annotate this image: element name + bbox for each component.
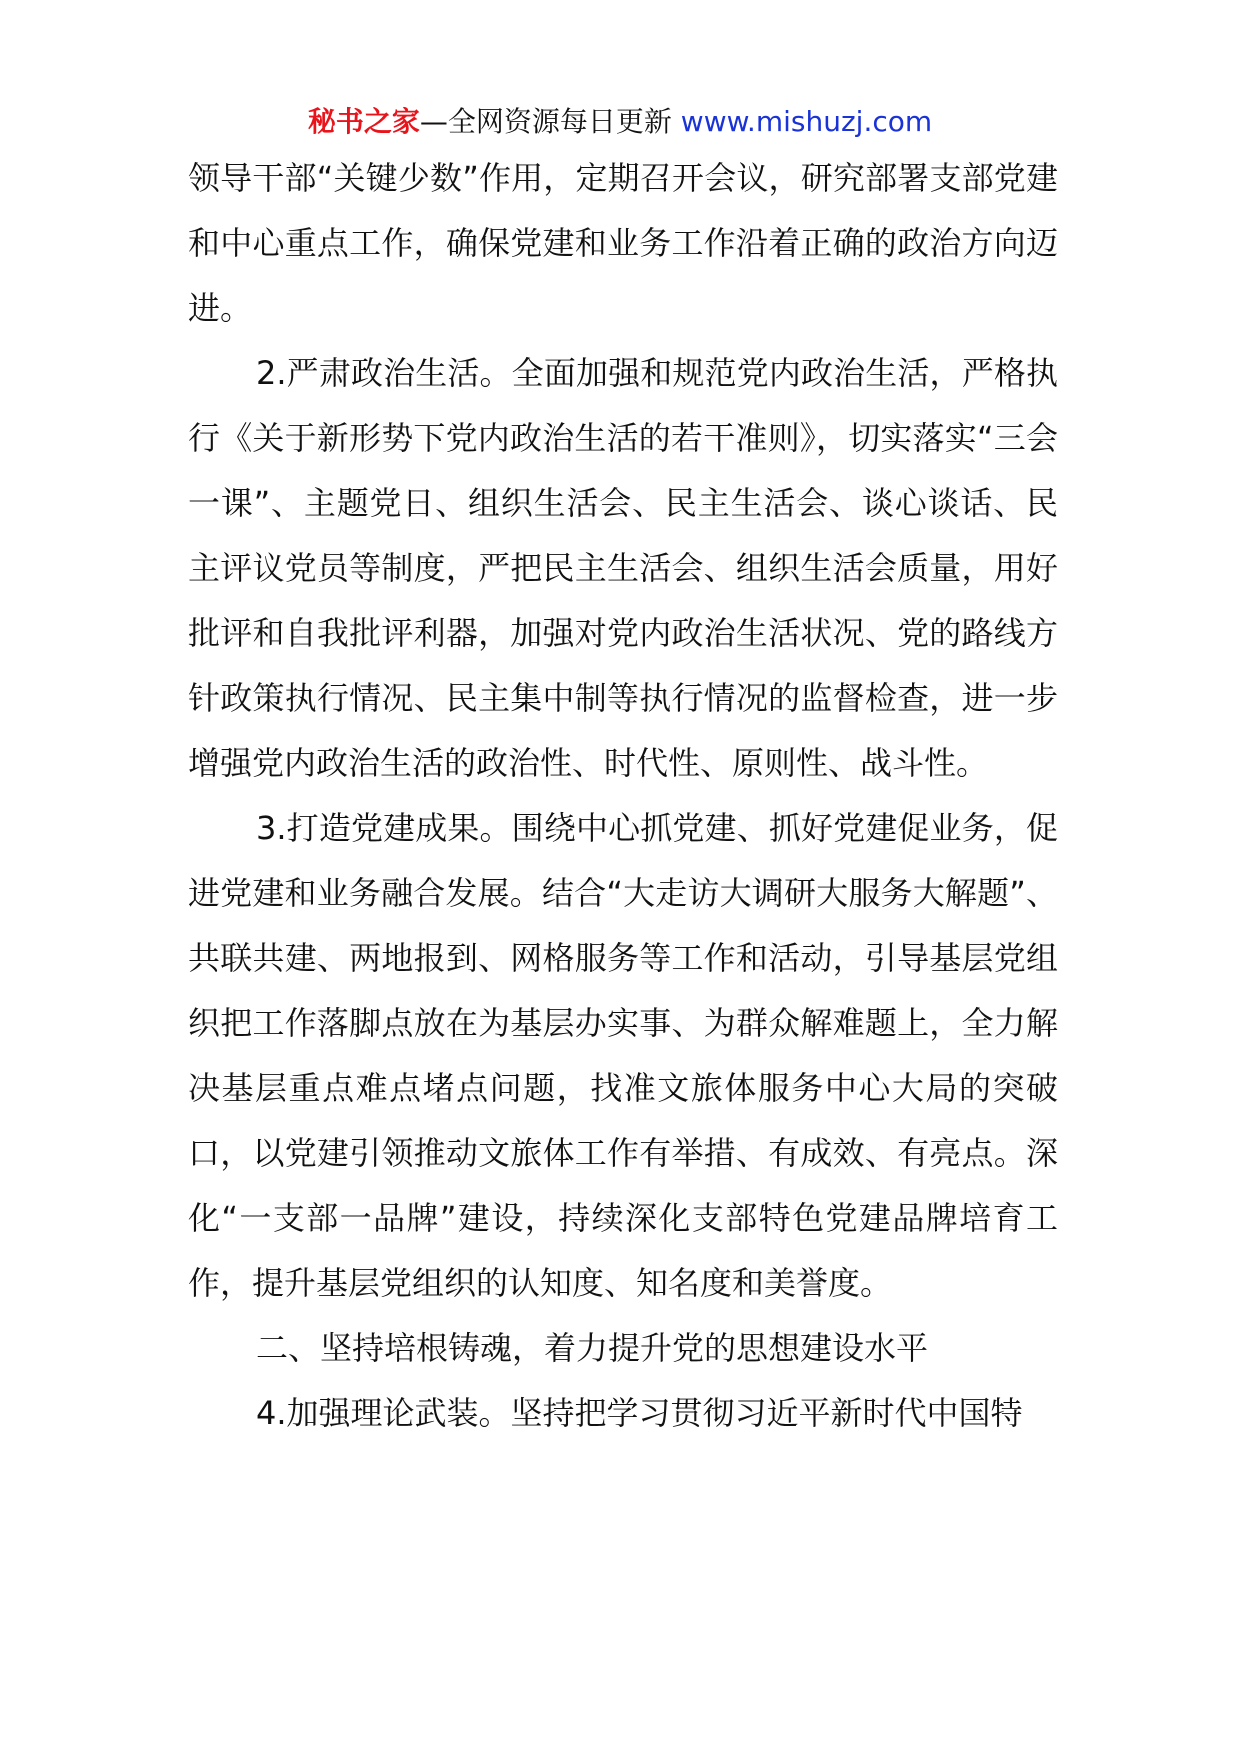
paragraph-continuation: 领导干部“关键少数”作用，定期召开会议，研究部署支部党建和中心重点工作，确保党建和业务工作沿着正确的政治方向迈进。 xyxy=(188,159,1058,327)
site-url-link[interactable]: www.mishuzj.com xyxy=(680,105,933,138)
paragraph-item-4: 4.加强理论武装。坚持把学习贯彻习近平新时代中国特 xyxy=(256,1394,1023,1432)
brand-name: 秘书之家 xyxy=(307,105,420,138)
paragraph-item-2: 2.严肃政治生活。全面加强和规范党内政治生活，严格执行《关于新形势下党内政治生活的若干准则》，切实落实“三会一课”、主题党日、组织生活会、民主生活会、谈心谈话、民主评议党员等制度，严把民主生活会、组织生活会质量，用好批评和自我批评利器，加强对党内政治生活状况、党的路线方针政策执行情况、民主集中制等执行情况的监督检查，进一步增强党内政治生活的政治性、时代性、原则性、战斗性。 xyxy=(188,354,1058,782)
site-header xyxy=(0,100,1240,144)
document-body xyxy=(188,146,1058,1446)
section-heading-2: 二、坚持培根铸魂，着力提升党的思想建设水平 xyxy=(256,1329,929,1367)
header-tagline: —全网资源每日更新 xyxy=(419,105,672,138)
paragraph-item-3: 3.打造党建成果。围绕中心抓党建、抓好党建促业务，促进党建和业务融合发展。结合“大走访大调研大服务大解题”、共联共建、两地报到、网格服务等工作和活动，引导基层党组织把工作落脚点放在为基层办实事、为群众解难题上，全力解决基层重点难点堵点问题，找准文旅体服务中心大局的突破口，以党建引领推动文旅体工作有举措、有成效、有亮点。深化“一支部一品牌”建设，持续深化支部特色党建品牌培育工作，提升基层党组织的认知度、知名度和美誉度。 xyxy=(188,809,1058,1302)
